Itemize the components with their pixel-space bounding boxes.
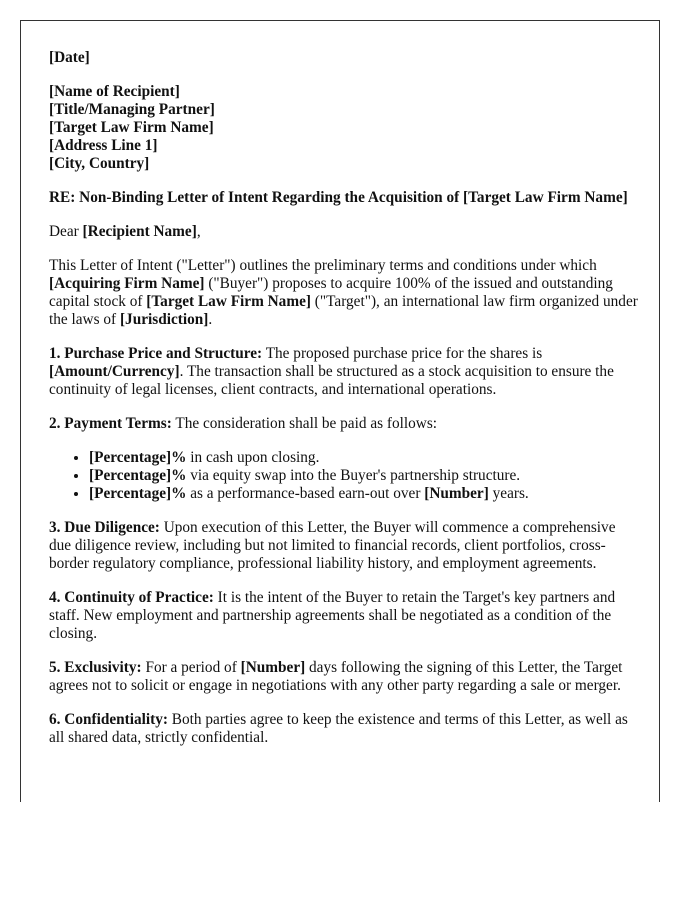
recipient-city-line: [City, Country]: [49, 155, 150, 172]
section-heading: 5. Exclusivity:: [49, 659, 142, 676]
recipient-name-line: [Name of Recipient]: [49, 83, 180, 100]
salutation-prefix: Dear: [49, 223, 83, 240]
section-heading: 4. Continuity of Practice:: [49, 589, 214, 606]
intro-text: .: [208, 311, 213, 328]
list-item-text: years.: [488, 485, 529, 502]
date-placeholder: [Date]: [49, 49, 90, 66]
list-item-text: in cash upon closing.: [186, 449, 320, 466]
recipient-firm-line: [Target Law Firm Name]: [49, 119, 214, 136]
section-payment-terms: [49, 415, 639, 433]
section-text: For a period of: [141, 659, 241, 676]
section-text: It is the intent of the Buyer to retain the Target's key partners and staff. New employment and partnership agreements shall be negotiated as a condition of the closing.: [49, 589, 616, 642]
list-item: [89, 485, 639, 503]
section-text: . The transaction shall be structured as a stock acquisition to ensure the continuity of legal licenses, client contracts, and international operations.: [49, 363, 614, 398]
section-text: days following the signing of this Letter, the Target agrees not to solicit or engage in negotiations with any other party regarding a sale or merger.: [49, 659, 623, 694]
list-item-text: via equity swap into the Buyer's partnership structure.: [186, 467, 521, 484]
intro-text: ("Target"), an international law firm organized under the laws of: [49, 293, 638, 328]
number-placeholder: [Number]: [424, 485, 489, 502]
section-due-diligence: [49, 519, 639, 573]
letter-body: [21, 21, 659, 747]
section-confidentiality: [49, 711, 639, 747]
number-placeholder: [Number]: [240, 659, 306, 676]
list-item: [89, 467, 639, 485]
payment-terms-list: [49, 449, 639, 503]
intro-text: ("Buyer") proposes to acquire 100% of the issued and outstanding capital stock of: [49, 275, 613, 310]
percentage-placeholder: [Percentage]%: [89, 485, 187, 502]
percentage-placeholder: [Percentage]%: [89, 449, 187, 466]
recipient-title-line: [Title/Managing Partner]: [49, 101, 215, 118]
date-line: [49, 49, 639, 67]
salutation-name: [Recipient Name]: [82, 223, 197, 240]
document-page: [20, 20, 660, 802]
percentage-placeholder: [Percentage]%: [89, 467, 187, 484]
section-text: The consideration shall be paid as follows:: [171, 415, 438, 432]
section-continuity: [49, 589, 639, 643]
section-purchase-price: [49, 345, 639, 399]
intro-paragraph: [49, 257, 639, 329]
list-item: [89, 449, 639, 467]
section-heading: 1. Purchase Price and Structure:: [49, 345, 263, 362]
jurisdiction-placeholder: [Jurisdiction]: [119, 311, 209, 328]
amount-placeholder: [Amount/Currency]: [49, 363, 180, 380]
section-heading: 6. Confidentiality:: [49, 711, 168, 728]
section-heading: 2. Payment Terms:: [49, 415, 172, 432]
section-text: The proposed purchase price for the shares is: [262, 345, 543, 362]
salutation: [49, 223, 639, 241]
section-exclusivity: [49, 659, 639, 695]
list-item-text: as a performance-based earn-out over: [186, 485, 425, 502]
subject-text: RE: Non-Binding Letter of Intent Regarding the Acquisition of [Target Law Firm Name]: [49, 189, 628, 206]
recipient-address-line: [Address Line 1]: [49, 137, 158, 154]
acquiring-firm-placeholder: [Acquiring Firm Name]: [49, 275, 205, 292]
section-text: Upon execution of this Letter, the Buyer will commence a comprehensive due diligence review, including but not limited to financial records, client portfolios, cross-border regulatory compliance, professional liability history, and employment agreements.: [49, 519, 616, 572]
intro-text: This Letter of Intent ("Letter") outlines the preliminary terms and conditions under which: [49, 257, 597, 274]
target-firm-placeholder: [Target Law Firm Name]: [146, 293, 311, 310]
subject-line: [49, 189, 639, 207]
recipient-address-block: [49, 83, 639, 173]
salutation-suffix: ,: [196, 223, 201, 240]
section-heading: 3. Due Diligence:: [49, 519, 160, 536]
section-text: Both parties agree to keep the existence and terms of this Letter, as well as all shared data, strictly confidential.: [49, 711, 628, 746]
